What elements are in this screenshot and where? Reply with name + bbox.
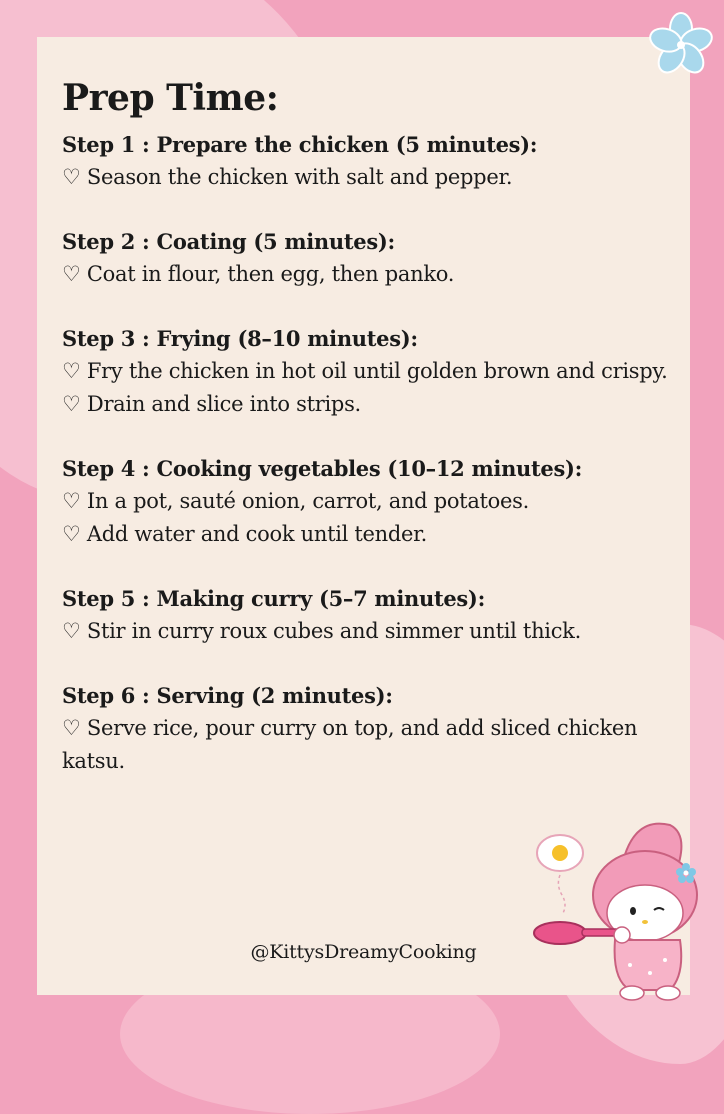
step-line: ♡ Season the chicken with salt and pepper.: [62, 165, 513, 189]
step-line: ♡ Serve rice, pour curry on top, and add sliced chicken katsu.: [62, 716, 638, 773]
step-line: ♡ In a pot, sauté onion, carrot, and potatoes.: [62, 489, 529, 513]
flower-icon: [646, 10, 716, 80]
step-line: ♡ Stir in curry roux cubes and simmer until thick.: [62, 619, 581, 643]
step-line: ♡ Add water and cook until tender.: [62, 522, 427, 546]
step-heading: Step 6 : Serving (2 minutes):: [62, 683, 393, 708]
page-title: Prep Time:: [62, 77, 279, 119]
step-heading: Step 3 : Frying (8–10 minutes):: [62, 326, 418, 351]
step-2: [62, 226, 672, 291]
step-6: [62, 680, 672, 778]
step-5: [62, 583, 672, 648]
mascot-illustration: [520, 805, 710, 1005]
step-1: [62, 129, 672, 194]
step-heading: Step 1 : Prepare the chicken (5 minutes):: [62, 132, 538, 157]
social-handle: @KittysDreamyCooking: [250, 941, 477, 963]
step-heading: Step 4 : Cooking vegetables (10–12 minutes):: [62, 456, 583, 481]
step-4: [62, 453, 672, 551]
step-line: ♡ Coat in flour, then egg, then panko.: [62, 262, 455, 286]
step-3: [62, 323, 672, 421]
fried-egg-icon: [537, 835, 583, 915]
step-line: ♡ Drain and slice into strips.: [62, 392, 361, 416]
step-heading: Step 5 : Making curry (5–7 minutes):: [62, 586, 486, 611]
step-line: ♡ Fry the chicken in hot oil until golden brown and crispy.: [62, 359, 668, 383]
recipe-content: [62, 77, 672, 810]
step-heading: Step 2 : Coating (5 minutes):: [62, 229, 395, 254]
